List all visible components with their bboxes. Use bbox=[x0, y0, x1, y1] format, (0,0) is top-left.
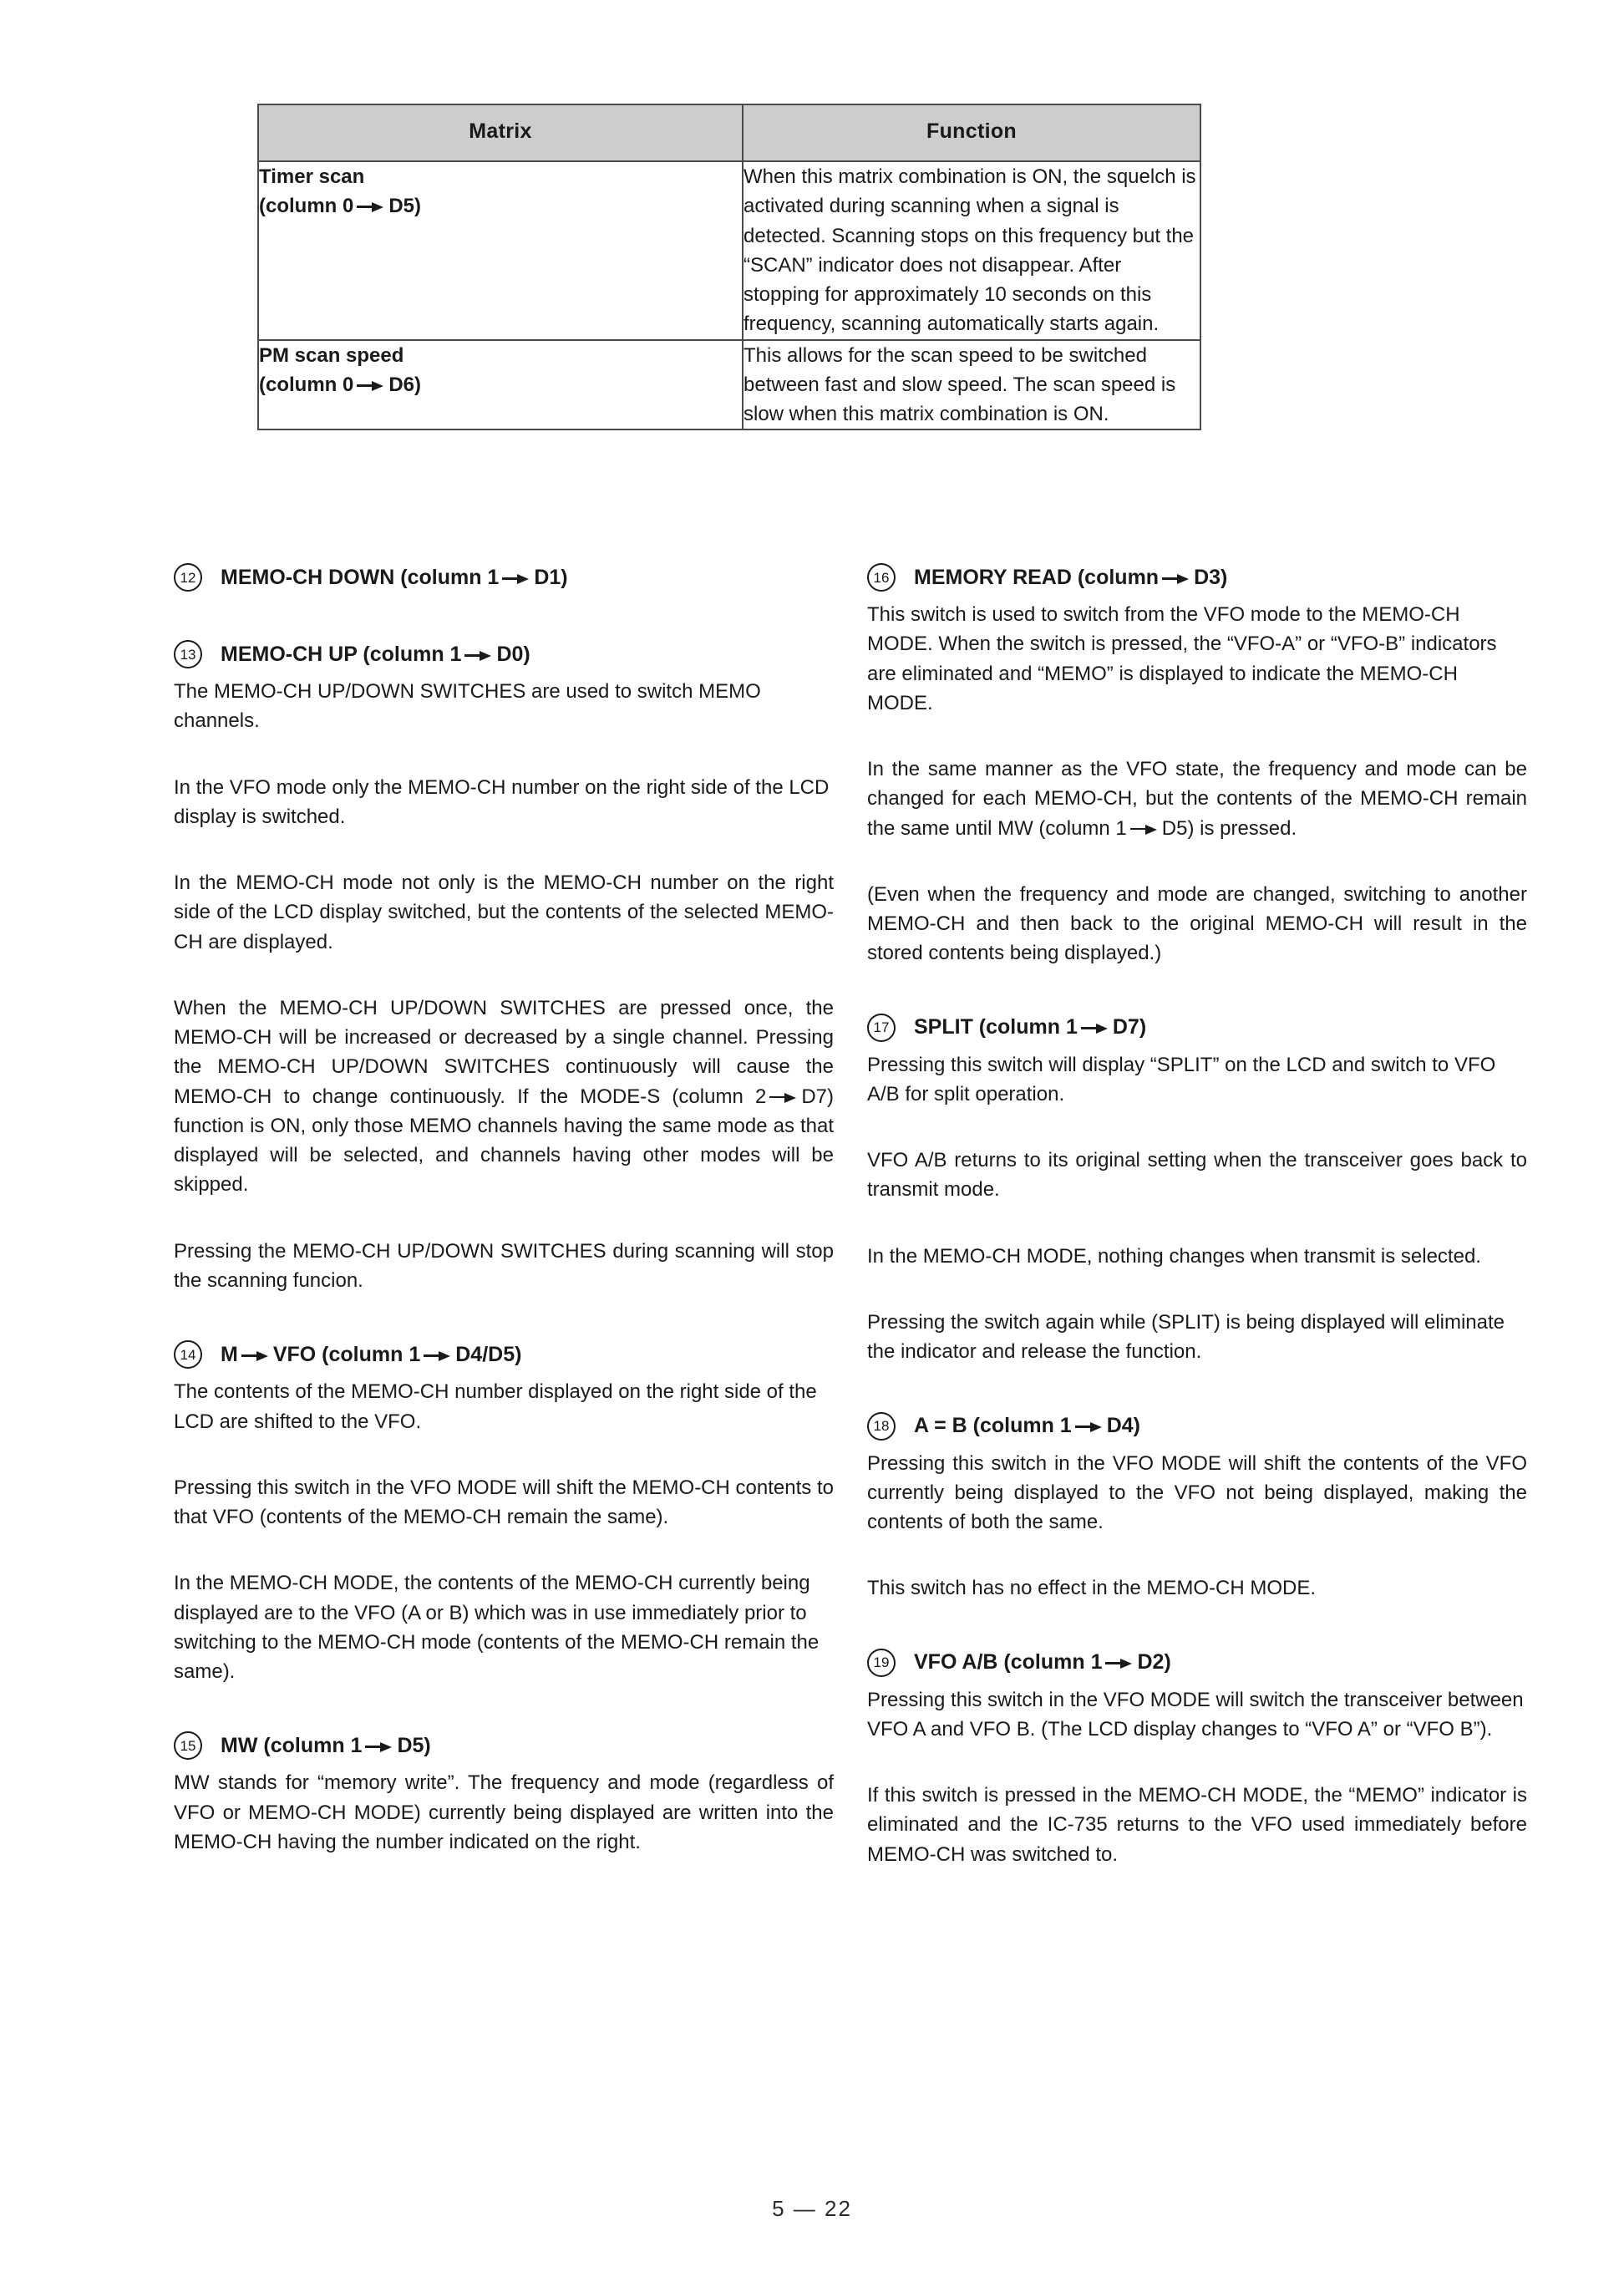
matrix-ref-suffix: D5) bbox=[388, 195, 422, 218]
matrix-reference bbox=[259, 191, 742, 221]
matrix-function-table bbox=[257, 104, 1201, 430]
heading-text: MEMO-CH DOWN (column 1 bbox=[221, 565, 500, 589]
paragraph-text-before-arrow: In the same manner as the VFO state, the frequency and mode can be changed for each MEMO-CH, but the contents of the MEMO-CH remain the same until MW (column 1 bbox=[867, 758, 1527, 840]
column-header-function: Function bbox=[743, 104, 1200, 161]
section-heading-memo-ch-up bbox=[174, 642, 834, 670]
table-row bbox=[258, 161, 1200, 340]
right-arrow-icon bbox=[1081, 1024, 1109, 1032]
right-arrow-icon bbox=[502, 574, 530, 582]
page-number-footer: 5 — 22 bbox=[772, 2196, 852, 2221]
section-number-badge: 15 bbox=[174, 1731, 202, 1760]
table-row bbox=[258, 340, 1200, 430]
paragraph: In the MEMO-CH mode not only is the MEMO-CH number on the right side of the LCD display switched, but the contents of the selected MEMO-CH are displayed. bbox=[174, 872, 834, 953]
heading-text: M bbox=[221, 1342, 238, 1366]
right-text-column bbox=[867, 565, 1527, 1869]
section-heading-a-equals-b bbox=[867, 1414, 1527, 1442]
right-arrow-icon bbox=[357, 381, 385, 389]
heading-text: MEMORY READ (column bbox=[914, 565, 1160, 589]
right-arrow-icon bbox=[424, 1351, 452, 1359]
right-arrow-icon bbox=[1105, 1659, 1134, 1667]
matrix-reference bbox=[259, 370, 742, 399]
heading-text-suffix: D2) bbox=[1137, 1650, 1171, 1675]
heading-text: VFO A/B (column 1 bbox=[914, 1650, 1103, 1675]
right-arrow-icon bbox=[464, 651, 493, 659]
heading-text-suffix: D4) bbox=[1106, 1414, 1140, 1438]
table-header-row bbox=[258, 104, 1200, 161]
paragraph-text-before-arrow: When the MEMO-CH UP/DOWN SWITCHES are pressed once, the MEMO-CH will be increased or decreased by a single channel. Pressing the MEMO-CH UP/DOWN SWITCHES continuously will cause the MEMO-CH to change continuously. If the MODE-S (column 2 bbox=[174, 996, 834, 1108]
heading-text-suffix: D3) bbox=[1194, 565, 1228, 589]
paragraph: This switch has no effect in the MEMO-CH MODE. bbox=[867, 1577, 1317, 1600]
matrix-label: Timer scan bbox=[259, 165, 365, 188]
section-number-badge: 17 bbox=[867, 1014, 896, 1042]
heading-text-suffix: D5) bbox=[397, 1733, 431, 1757]
matrix-ref-prefix: (column 0 bbox=[259, 373, 354, 396]
paragraph: In the VFO mode only the MEMO-CH number on the right side of the LCD display is switched. bbox=[174, 775, 830, 828]
paragraph: Pressing this switch in the VFO MODE will shift the contents of the VFO currently being displayed to the VFO not being displayed, making the contents of both the same. bbox=[867, 1451, 1527, 1534]
section-number-badge: 18 bbox=[867, 1412, 896, 1441]
matrix-label: PM scan speed bbox=[259, 343, 404, 367]
paragraph-with-matrix-reference bbox=[867, 755, 1527, 843]
paragraph: In the MEMO-CH MODE, the contents of the MEMO-CH currently being displayed are to the VFO (A or B) which was in use immediately prior to switching to the MEMO-CH mode (contents of the MEMO-CH remain the same). bbox=[174, 1572, 820, 1684]
paragraph: VFO A/B returns to its original setting when the transceiver goes back to transmit mode. bbox=[867, 1149, 1527, 1202]
heading-text: A = B (column 1 bbox=[914, 1414, 1072, 1438]
paragraph: Pressing this switch will display “SPLIT” on the LCD and switch to VFO A/B for split operation. bbox=[867, 1053, 1496, 1105]
right-arrow-icon bbox=[357, 202, 385, 211]
section-number-badge: 19 bbox=[867, 1649, 896, 1677]
right-arrow-icon bbox=[1162, 574, 1190, 582]
paragraph: If this switch is pressed in the MEMO-CH MODE, the “MEMO” indicator is eliminated and the IC-735 returns to the VFO used immediately before MEMO-CH was switched to. bbox=[867, 1784, 1527, 1866]
right-arrow-icon bbox=[365, 1742, 393, 1751]
paragraph: In the MEMO-CH MODE, nothing changes when transmit is selected. bbox=[867, 1244, 1481, 1268]
paragraph: Pressing this switch in the VFO MODE will shift the MEMO-CH contents to that VFO (contents of the MEMO-CH remain the same). bbox=[174, 1476, 834, 1529]
column-header-matrix: Matrix bbox=[258, 104, 743, 161]
paragraph-with-matrix-reference bbox=[174, 994, 834, 1200]
section-heading-memory-read bbox=[867, 565, 1527, 593]
heading-text-suffix: D4/D5) bbox=[455, 1342, 522, 1366]
matrix-ref-suffix: D6) bbox=[388, 373, 422, 396]
section-heading-vfo-a-b bbox=[867, 1650, 1527, 1679]
heading-text-suffix: D7) bbox=[1112, 1015, 1147, 1039]
right-arrow-icon bbox=[1075, 1422, 1104, 1431]
paragraph: The MEMO-CH UP/DOWN SWITCHES are used to switch MEMO channels. bbox=[174, 680, 761, 733]
paragraph: The contents of the MEMO-CH number displayed on the right side of the LCD are shifted to the VFO. bbox=[174, 1380, 817, 1433]
heading-text: SPLIT (column 1 bbox=[914, 1015, 1078, 1039]
paragraph: MW stands for “memory write”. The frequency and mode (regardless of VFO or MEMO-CH MODE) currently being displayed are written into the MEMO-CH having the number indicated on the right. bbox=[174, 1771, 834, 1853]
function-cell-pm-scan-speed bbox=[743, 340, 1200, 430]
paragraph-text-after-arrow: D5) is pressed. bbox=[1161, 816, 1297, 840]
section-heading-split bbox=[867, 1015, 1527, 1044]
paragraph-text-after-arrow: D7) function is ON, only those MEMO channels having the same mode as that displayed will be selected, and channels having other modes will be skipped. bbox=[174, 1085, 834, 1197]
function-cell-timer-scan bbox=[743, 161, 1200, 340]
heading-text: MW (column 1 bbox=[221, 1733, 363, 1757]
function-description: This allows for the scan speed to be switched between fast and slow speed. The scan speed is slow when this matrix combination is ON. bbox=[743, 343, 1176, 426]
section-number-badge: 16 bbox=[867, 563, 896, 592]
matrix-cell-pm-scan-speed bbox=[258, 340, 743, 430]
section-number-badge: 14 bbox=[174, 1340, 202, 1369]
heading-text-middle: VFO (column 1 bbox=[272, 1342, 421, 1366]
section-heading-m-to-vfo bbox=[174, 1342, 834, 1370]
right-arrow-icon bbox=[769, 1093, 798, 1101]
section-number-badge: 13 bbox=[174, 640, 202, 668]
paragraph: Pressing this switch in the VFO MODE will switch the transceiver between VFO A and VFO B. (The LCD display changes to “VFO A” or “VFO B”). bbox=[867, 1688, 1524, 1741]
section-heading-mw bbox=[174, 1733, 834, 1761]
function-description: When this matrix combination is ON, the squelch is activated during scanning when a signal is detected. Scanning stops on this frequency but the “SCAN” indicator does not disappear. After stopping for approximately 10 seconds on this frequency, scanning automatically starts again. bbox=[743, 165, 1196, 336]
heading-text-suffix: D0) bbox=[496, 642, 530, 666]
paragraph: Pressing the switch again while (SPLIT) is being displayed will eliminate the indicator and release the function. bbox=[867, 1310, 1505, 1364]
matrix-cell-timer-scan bbox=[258, 161, 743, 340]
paragraph: Pressing the MEMO-CH UP/DOWN SWITCHES during scanning will stop the scanning funcion. bbox=[174, 1239, 834, 1292]
section-heading-memo-ch-down bbox=[174, 565, 834, 593]
heading-text: MEMO-CH UP (column 1 bbox=[221, 642, 462, 666]
right-arrow-icon bbox=[241, 1351, 270, 1359]
left-text-column bbox=[174, 565, 834, 1857]
heading-text-suffix: D1) bbox=[534, 565, 568, 589]
section-number-badge: 12 bbox=[174, 563, 202, 592]
paragraph: This switch is used to switch from the VFO mode to the MEMO-CH MODE. When the switch is pressed, the “VFO-A” or “VFO-B” indicators are eliminated and “MEMO” is displayed to indicate the MEMO-CH MODE. bbox=[867, 603, 1497, 714]
matrix-ref-prefix: (column 0 bbox=[259, 195, 354, 218]
right-arrow-icon bbox=[1130, 825, 1159, 833]
paragraph: (Even when the frequency and mode are changed, switching to another MEMO-CH and then back to the original MEMO-CH will result in the stored contents being displayed.) bbox=[867, 882, 1527, 965]
